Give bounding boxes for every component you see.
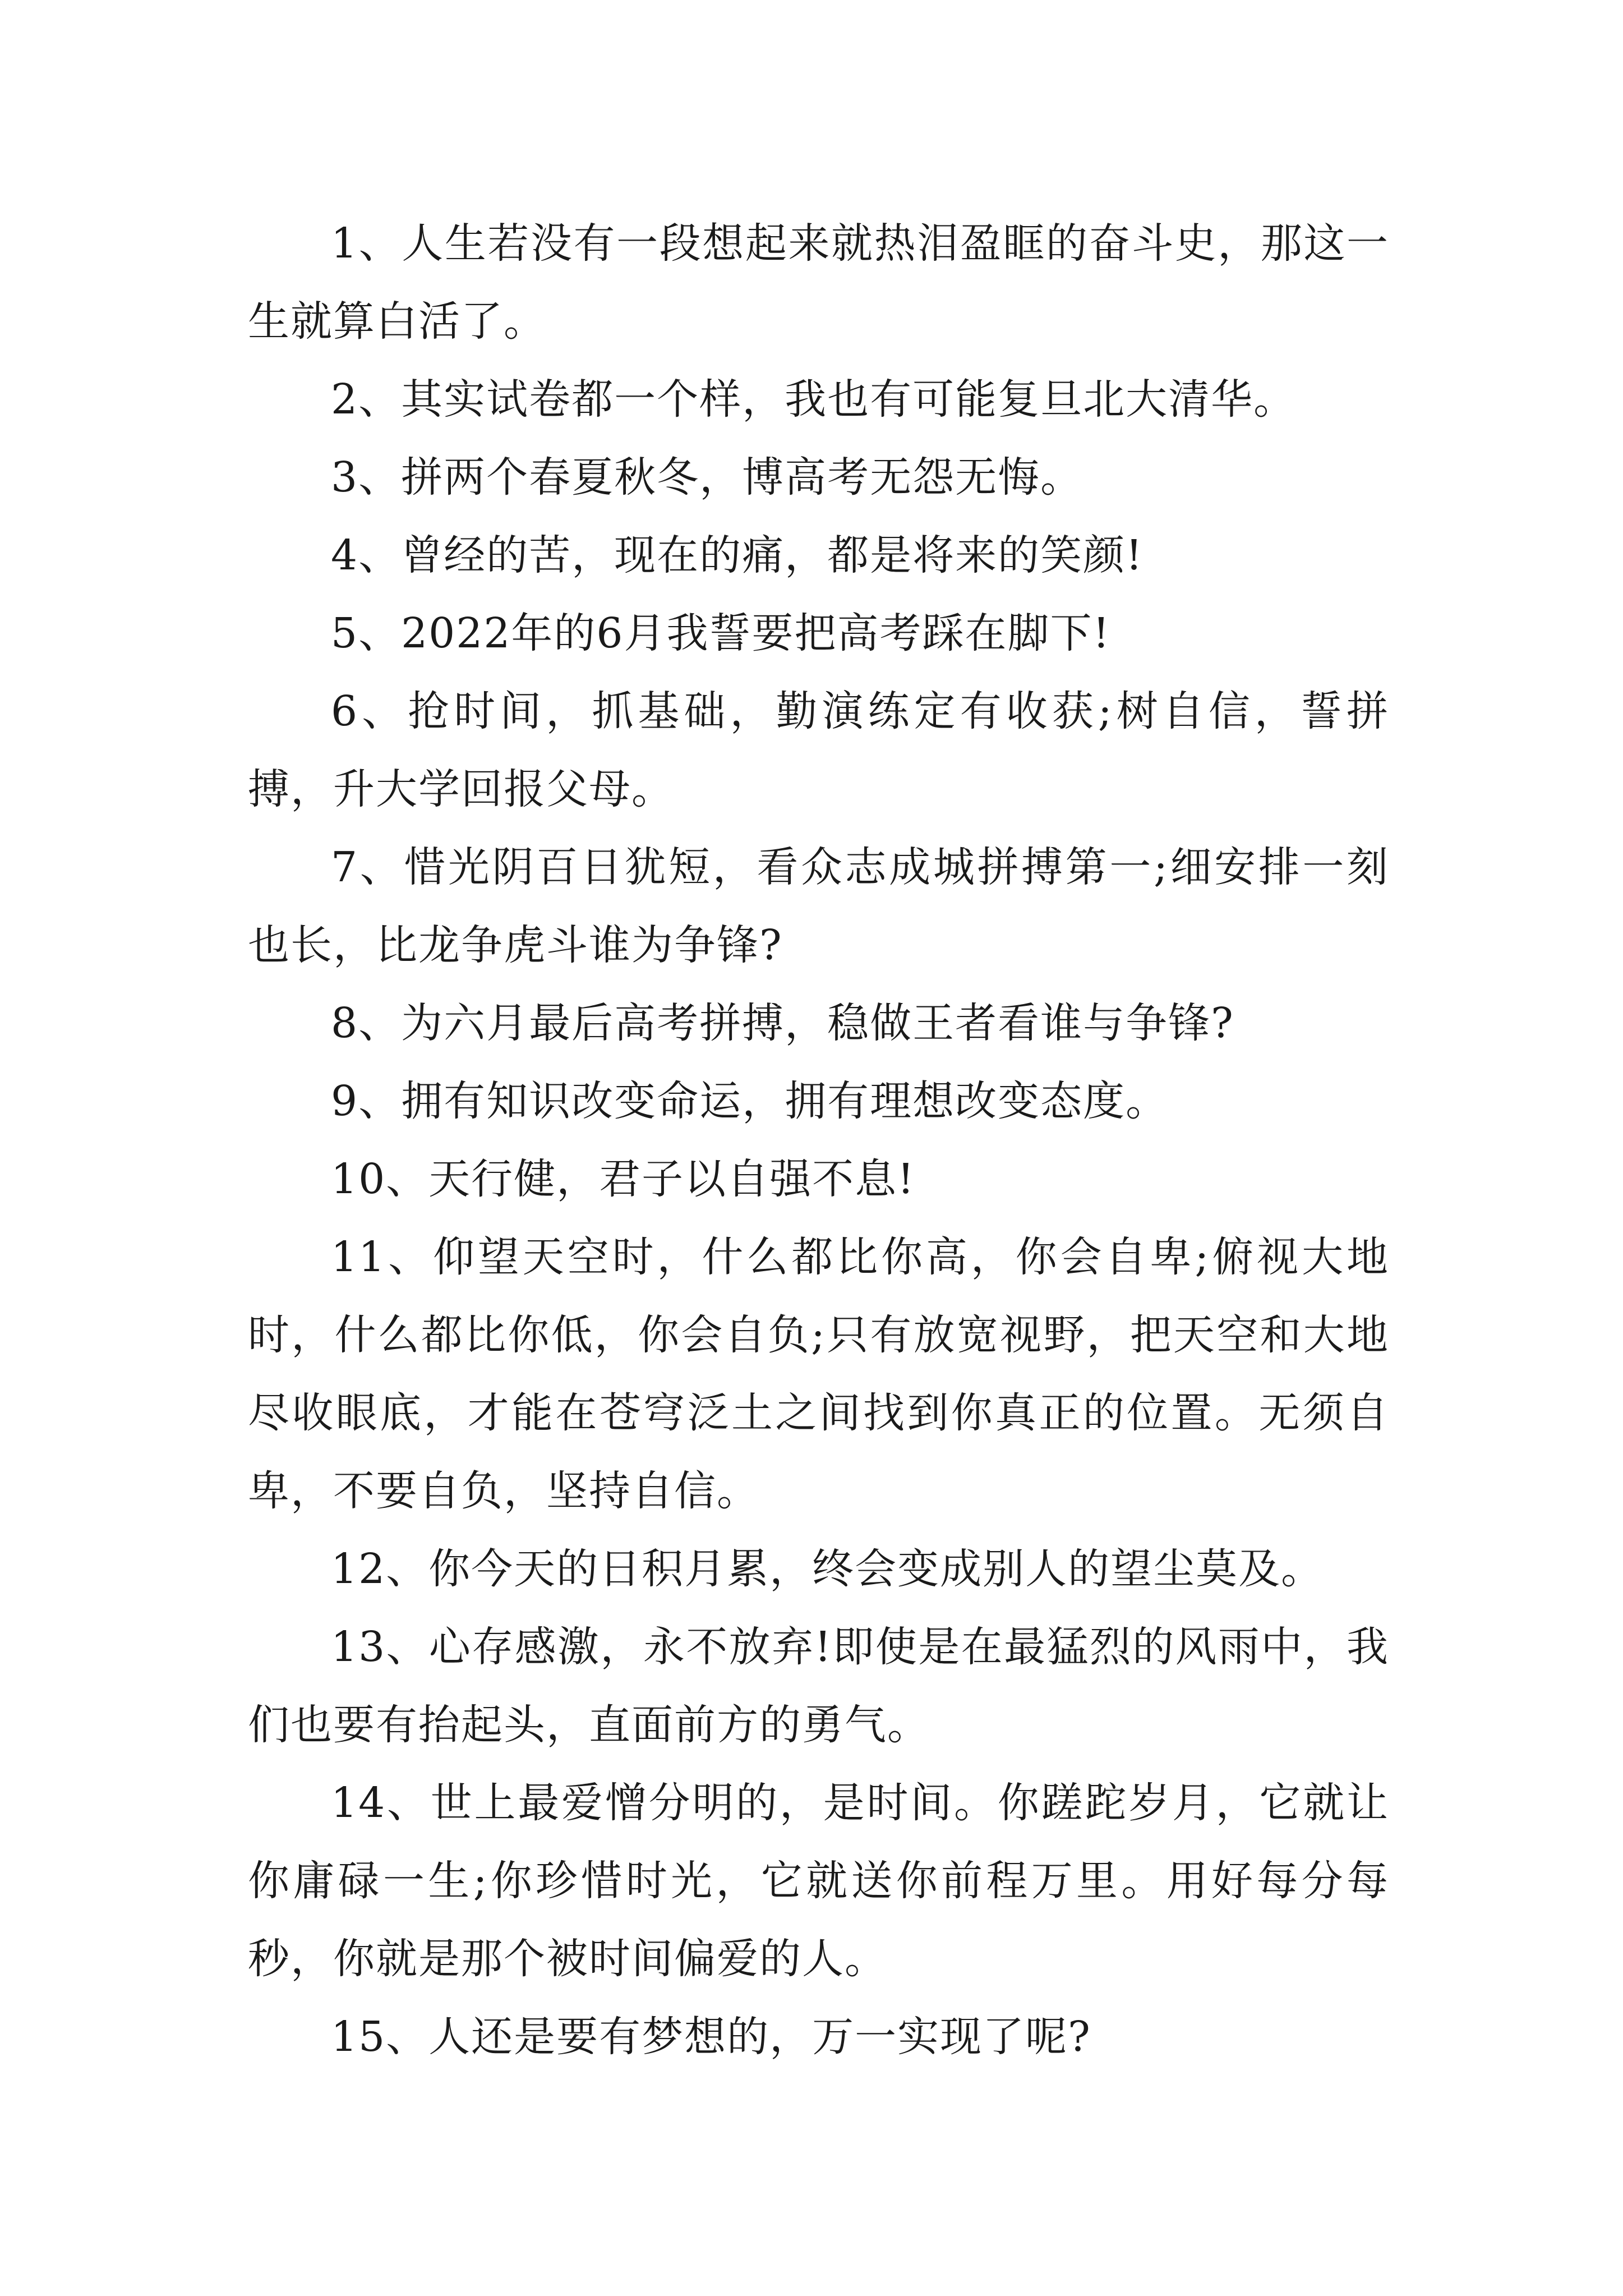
paragraph-9: 9、拥有知识改变命运，拥有理想改变态度。: [331, 1077, 1169, 1125]
paragraph-4: 4、曾经的苦，现在的痛，都是将来的笑颜!: [331, 531, 1144, 579]
paragraph-8: 8、为六月最后高考拼搏，稳做王者看谁与争锋?: [331, 999, 1234, 1047]
paragraph-2: 2、其实试卷都一个样，我也有可能复旦北大清华。: [331, 375, 1297, 424]
paragraph-12: 12、你今天的日积月累，终会变成别人的望尘莫及。: [331, 1545, 1324, 1593]
paragraph-13: 13、心存感激，永不放弃!即使是在最猛烈的风雨中，我们也要有抬起头，直面前方的勇气。: [248, 1623, 1389, 1749]
paragraph-3: 3、拼两个春夏秋冬，博高考无怨无悔。: [331, 453, 1083, 501]
paragraph-14: 14、世上最爱憎分明的，是时间。你蹉跎岁月，它就让你庸碌一生;你珍惜时光，它就送你前程万里。用好每分每秒，你就是那个被时间偏爱的人。: [248, 1779, 1389, 1983]
paragraph-15: 15、人还是要有梦想的，万一实现了呢?: [331, 2013, 1091, 2061]
paragraph-5: 5、2022年的6月我誓要把高考踩在脚下!: [331, 609, 1111, 657]
paragraph-11: 11、仰望天空时，什么都比你高，你会自卑;俯视大地时，什么都比你低，你会自负;只有放宽视野，把天空和大地尽收眼底，才能在苍穹泛土之间找到你真正的位置。无须自卑，不要自负，坚持自信。: [248, 1233, 1389, 1515]
paragraph-1: 1、人生若没有一段想起来就热泪盈眶的奋斗史，那这一生就算白活了。: [248, 219, 1389, 346]
paragraph-6: 6、抢时间，抓基础，勤演练定有收获;树自信，誓拼搏，升大学回报父母。: [248, 687, 1389, 813]
paragraph-7: 7、惜光阴百日犹短，看众志成城拼搏第一;细安排一刻也长，比龙争虎斗谁为争锋?: [248, 843, 1389, 969]
document-body: [248, 205, 1389, 2076]
paragraph-10: 10、天行健，君子以自强不息!: [331, 1155, 915, 1203]
